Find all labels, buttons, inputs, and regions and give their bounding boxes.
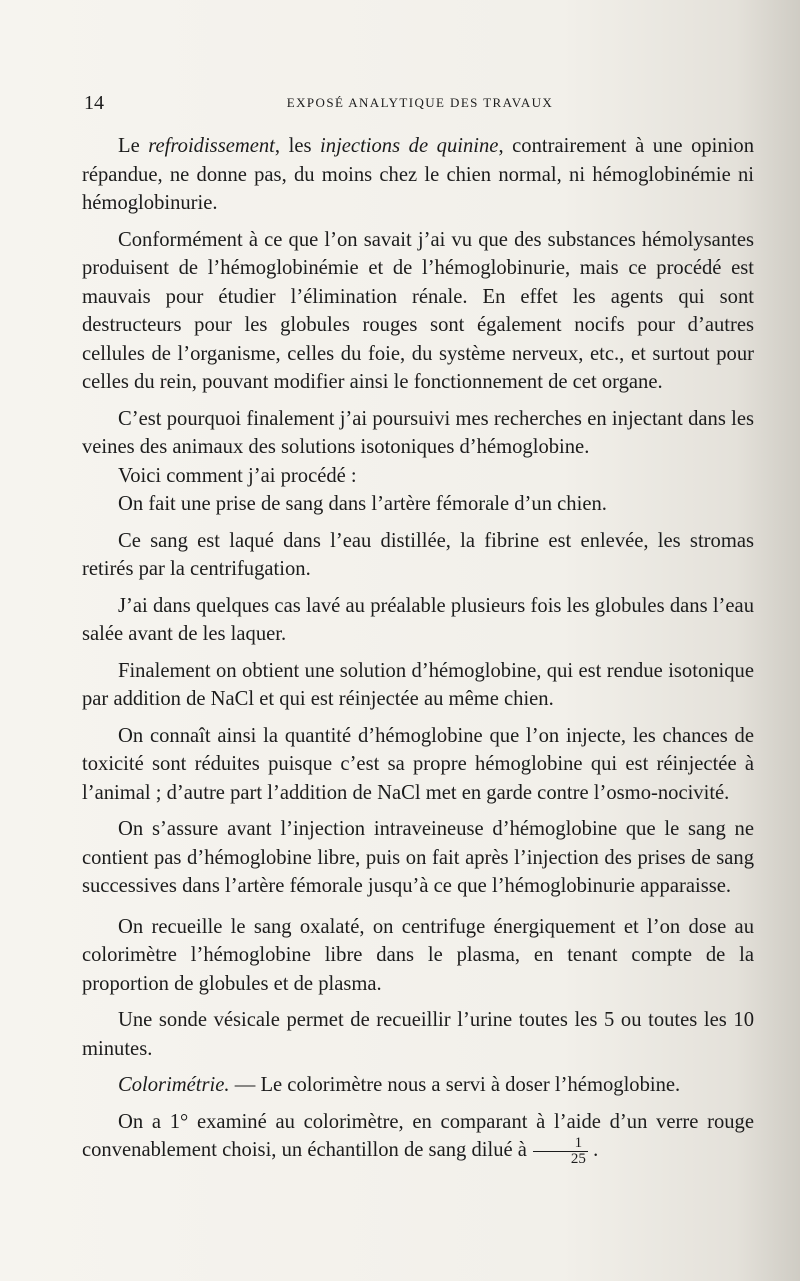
body-text xyxy=(82,132,754,1167)
text-segment: On a 1° examiné au colorimètre, en comparant à l’aide d’un verre rouge convenablement choisi, un échantillon de sang dilué à xyxy=(82,1110,754,1162)
paragraph-14 xyxy=(82,1108,754,1168)
paragraph-2: Conformément à ce que l’on savait j’ai vu que des substances hémolysantes produisent de l’hémoglobinémie et de l’hémoglobinurie, mais ce procédé est mauvais pour étudier l’élimination rénale. En effet les agents qui sont destructeurs pour les globules rouges sont également nocifs pour d’autres cellules de l’organisme, celles du foie, du système nerveux, etc., et surtout pour celles du rein, pouvant modifier ainsi le fonctionnement de cet organe. xyxy=(82,228,754,393)
paragraph-13 xyxy=(82,1071,754,1100)
paragraph-5: On fait une prise de sang dans l’artère fémorale d’un chien. xyxy=(118,493,607,515)
paragraph-4: Voici comment j’ai procédé : xyxy=(118,464,357,487)
text-segment: Le xyxy=(118,135,149,157)
paragraph-10: On s’assure avant l’injection intraveineuse d’hémoglobine que le sang ne contient pas d’hémoglobine libre, puis on fait après l’injection des prises de sang successives dans l’artère fémorale jusqu’à ce que l’hémoglobinurie apparaisse. xyxy=(82,818,754,897)
page-number: 14 xyxy=(84,92,104,114)
paragraph-9: On connaît ainsi la quantité d’hémoglobine que l’on injecte, les chances de toxicité sont réduites puisque c’est sa propre hémoglobine qui est réinjectée à l’animal ; d’autre part l’addition de NaCl met en garde contre l’osmo-nocivité. xyxy=(82,724,754,804)
page-header xyxy=(84,92,756,116)
fraction-denominator: 25 xyxy=(570,1151,586,1167)
italic-term-refroidissement: refroidissement xyxy=(148,135,275,157)
text-segment: — Le colorimètre nous a servi à doser l’hémoglobine. xyxy=(229,1074,681,1096)
text-segment: , les xyxy=(274,135,321,157)
italic-term-injections: injections de quinine xyxy=(320,135,499,157)
text-segment: , contrairement à une opinion répandue, ne donne pas, du moins chez le chien normal, ni hémoglobinémie ni hémoglobinurie. xyxy=(82,135,754,214)
paragraph-11: On recueille le sang oxalaté, on centrifuge énergiquement et l’on dose au colorimètre l’hémoglobine libre dans le plasma, en tenant compte de la proportion de globules et de plasma. xyxy=(82,915,754,995)
paragraph-3: C’est pourquoi finalement j’ai poursuivi mes recherches en injectant dans les veines des animaux des solutions isotoniques d’hémoglobine. xyxy=(82,407,754,458)
paragraph-1 xyxy=(82,132,754,218)
text-segment: . xyxy=(593,1139,599,1162)
paragraph-7: J’ai dans quelques cas lavé au préalable plusieurs fois les globules dans l’eau salée avant de les laquer. xyxy=(82,594,754,645)
paragraph-12: Une sonde vésicale permet de recueillir l’urine toutes les 5 ou toutes les 10 minutes. xyxy=(82,1009,754,1060)
running-title: EXPOSÉ ANALYTIQUE DES TRAVAUX xyxy=(286,95,554,110)
paragraph-6: Ce sang est laqué dans l’eau distillée, la fibrine est enlevée, les stromas retirés par la centrifugation. xyxy=(82,529,754,580)
fraction-numerator: 1 xyxy=(533,1136,588,1152)
paragraph-8: Finalement on obtient une solution d’hémoglobine, qui est rendue isotonique par addition de NaCl et qui est réinjectée au même chien. xyxy=(82,659,754,710)
section-heading-colorimetrie: Colorimétrie. xyxy=(118,1074,230,1096)
fraction xyxy=(533,1136,588,1167)
